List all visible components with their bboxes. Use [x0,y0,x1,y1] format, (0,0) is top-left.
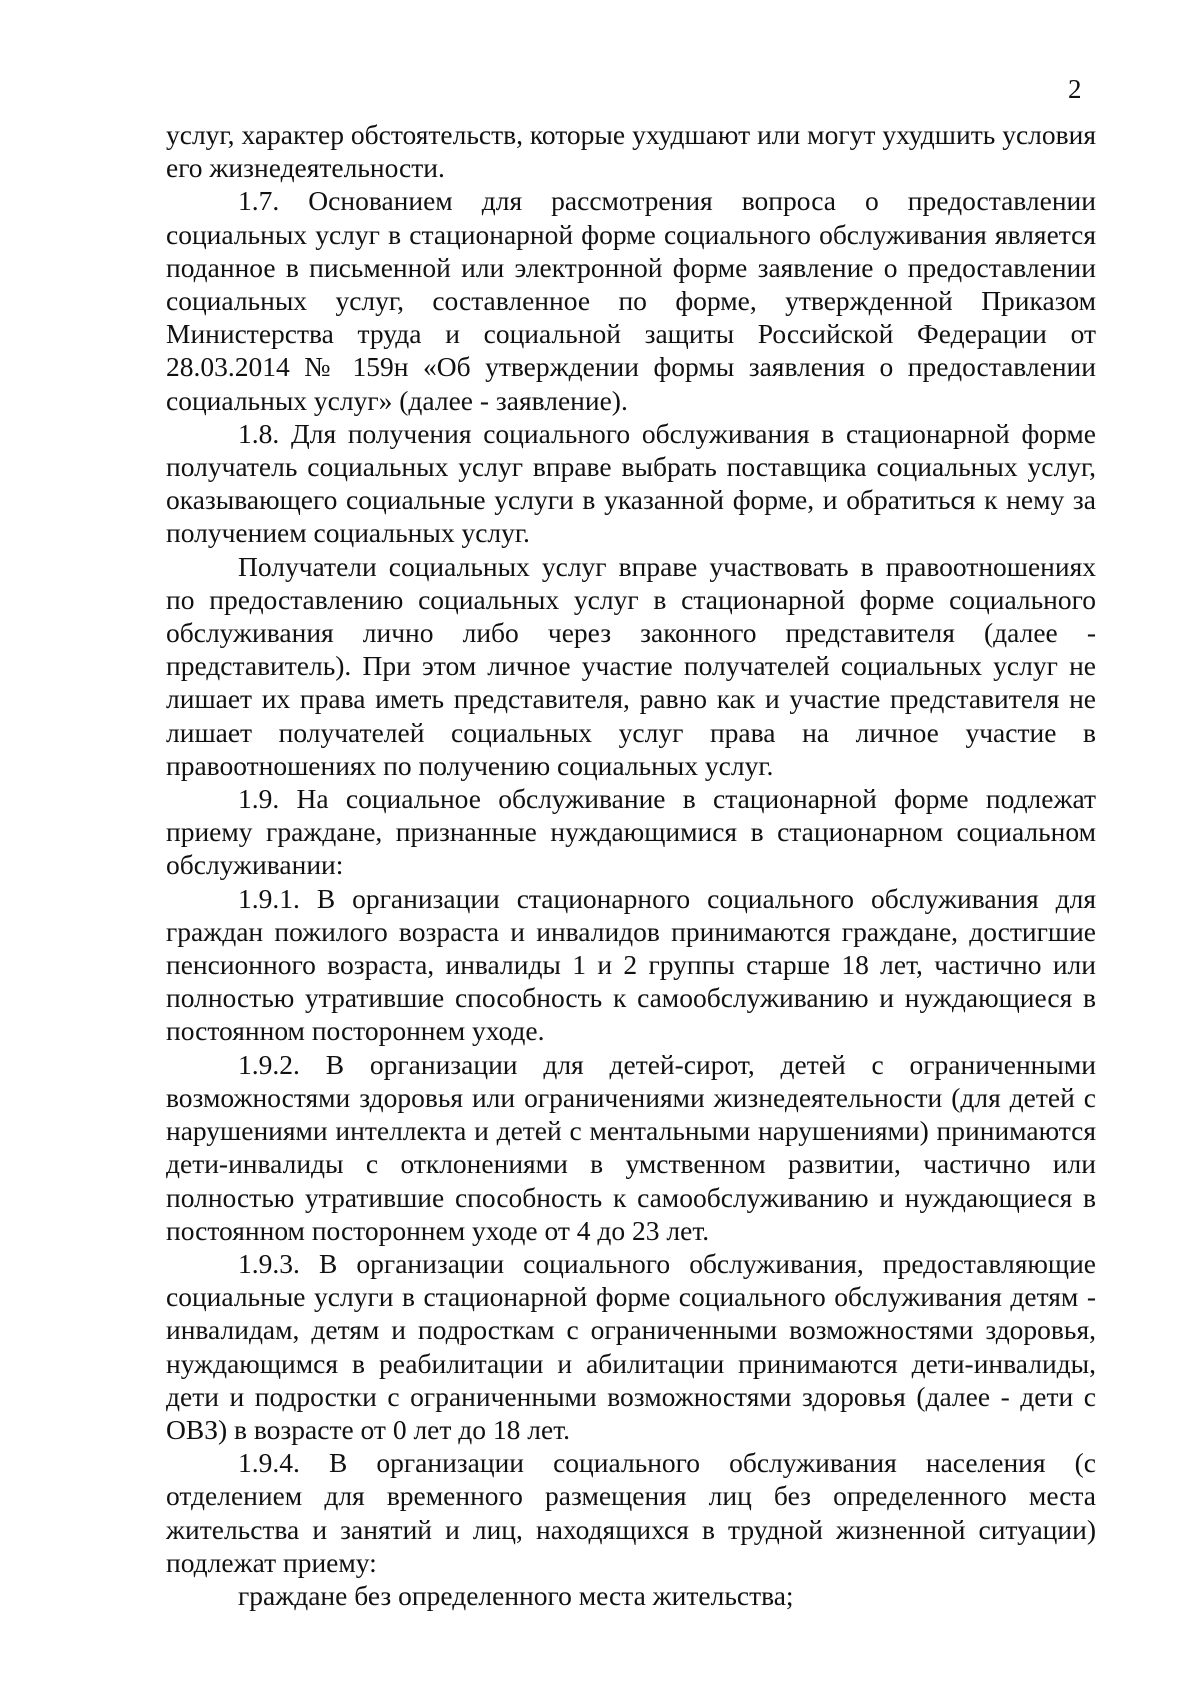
paragraph-homeless-citizens: граждане без определенного места жительства; [238,1579,794,1611]
paragraph-1-7: 1.7. Основанием для рассмотрения вопроса о предоставлении социальных услуг в стационарной форме социального обслуживания является поданное в письменной или электронной форме заявление о предоставлении социальных услуг, составленное по форме, утвержденной Приказом Министерства труда и социальной защиты Российской Федерации от 28.03.2014 № 159н «Об утверждении формы заявления о предоставлении социальных услуг» (далее - заявление). [166,185,1096,416]
paragraph-1-9-3: 1.9.3. В организации социального обслуживания, предоставляющие социальные услуги в стационарной форме социального обслуживания детям - инвалидам, детям и подросткам с ограниченными возможностями здоровья, нуждающимся в реабилитации и абилитации принимаются дети-инвалиды, дети и подростки с ограниченными возможностями здоровья (далее - дети с ОВЗ) в возрасте от 0 лет до 18 лет. [166,1247,1096,1445]
paragraph-1-9: 1.9. На социальное обслуживание в стационарной форме подлежат приему граждане, признанные нуждающимися в стационарном социальном обслуживании: [166,783,1096,881]
document-body [166,118,1096,1612]
paragraph-1-8: 1.8. Для получения социального обслуживания в стационарной форме получатель социальных услуг вправе выбрать поставщика социальных услуг, оказывающего социальные услуги в указанной форме, и обратиться к нему за получением социальных услуг. [166,417,1096,549]
page-number: 2 [1068,74,1082,104]
paragraph-representatives: Получатели социальных услуг вправе участвовать в правоотношениях по предоставлению социальных услуг в стационарной форме социального обслуживания лично либо через законного представителя (далее - представитель). При этом личное участие получателей социальных услуг не лишает их права иметь представителя, равно как и участие представителя не лишает получателей социальных услуг права на личное участие в правоотношениях по получению социальных услуг. [166,550,1096,781]
paragraph-1-9-2: 1.9.2. В организации для детей-сирот, детей с ограниченными возможностями здоровья или ограничениями жизнедеятельности (для детей с нарушениями интеллекта и детей с ментальными нарушениями) принимаются дети-инвалиды с отклонениями в умственном развитии, частично или полностью утратившие способность к самообслуживанию и нуждающиеся в постоянном постороннем уходе от 4 до 23 лет. [166,1048,1096,1246]
paragraph-1-9-4: 1.9.4. В организации социального обслуживания населения (с отделением для временного размещения лиц без определенного места жительства и занятий и лиц, находящихся в трудной жизненной ситуации) подлежат приему: [166,1447,1096,1578]
paragraph-1-9-1: 1.9.1. В организации стационарного социального обслуживания для граждан пожилого возраста и инвалидов принимаются граждане, достигшие пенсионного возраста, инвалиды 1 и 2 группы старше 18 лет, частично или полностью утратившие способность к самообслуживанию и нуждающиеся в постоянном постороннем уходе. [166,882,1096,1047]
paragraph-continuation: услуг, характер обстоятельств, которые ухудшают или могут ухудшить условия его жизнедеятельности. [166,119,1096,184]
